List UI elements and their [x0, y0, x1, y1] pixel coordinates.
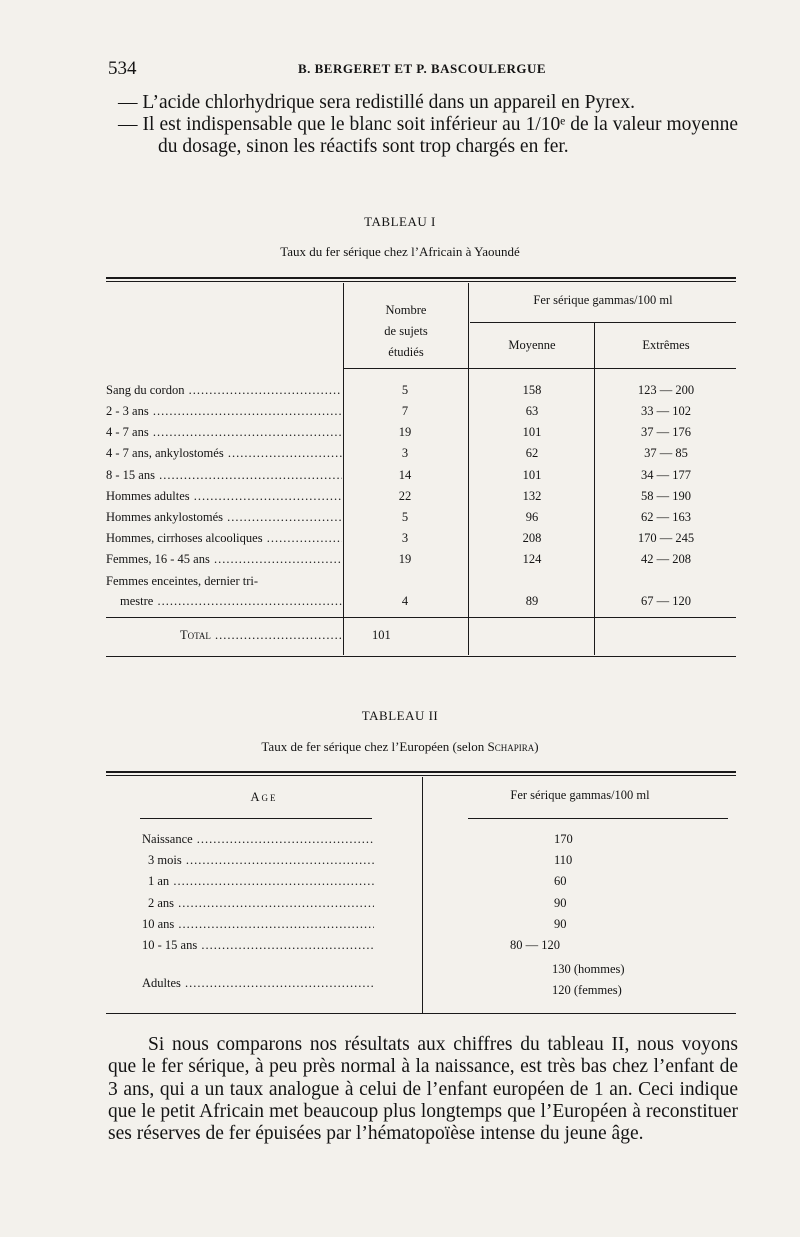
table1-cell-extremes: 58 — 190	[641, 489, 691, 503]
table2-adult-label: Adultes .....	[142, 976, 374, 991]
table1-cell-extremes: 170 — 245	[637, 531, 695, 545]
table1-cell-extremes: 33 — 102	[641, 404, 691, 418]
table1-subhead-rule	[470, 322, 736, 323]
table2-row-label: 1 an .....	[148, 874, 374, 889]
table1-cell-n-subjects: 22	[398, 489, 412, 503]
table1-cell-extremes: 37 — 176	[641, 425, 691, 439]
table1-cell-n-subjects: 4	[401, 594, 409, 608]
page-number: 534	[108, 58, 137, 79]
table1-divider-2	[468, 283, 469, 655]
table2-age-rule	[140, 818, 372, 819]
table1-row-label: Femmes, 16 - 45 ans .....	[106, 552, 342, 567]
table1-col-n-subjects: Nombre de sujets étudiés	[384, 303, 428, 359]
table1-cell-moyenne: 62	[525, 446, 539, 460]
table1-row-label: Sang du cordon .....	[106, 383, 342, 398]
table1-cell-n-subjects: 19	[398, 552, 412, 566]
table2-row-value: 110	[554, 853, 573, 867]
intro-paragraph-1: — L’acide chlorhydrique sera redistillé dans un appareil en Pyrex.	[118, 92, 635, 113]
table1-cell-extremes: 34 — 177	[641, 468, 691, 482]
table1-cell-n-subjects: 3	[401, 446, 409, 460]
table1-cell-n-subjects: 5	[401, 510, 409, 524]
table1-cell-extremes: 67 — 120	[641, 594, 691, 608]
table2-fer-rule	[468, 818, 728, 819]
table2-row-value: 90	[554, 917, 567, 931]
table1-top-rule-2	[106, 281, 736, 282]
table1-subtitle: Taux du fer sérique chez l’Africain à Yaoundé	[280, 244, 520, 259]
table1-total-rule	[106, 617, 736, 618]
table1-cell-extremes: 42 — 208	[641, 552, 691, 566]
table1-cell-moyenne: 158	[522, 383, 542, 397]
table2-row-value: 80 — 120	[510, 938, 560, 952]
table1-cell-n-subjects: 3	[401, 531, 409, 545]
table2-top-rule	[106, 771, 736, 773]
table1-cell-extremes: 62 — 163	[641, 510, 691, 524]
table1-row-label: Hommes ankylostomés .....	[106, 510, 342, 525]
table1-cell-moyenne: 101	[522, 425, 542, 439]
table1-col-fer: Fer sérique gammas/100 ml	[533, 293, 673, 307]
table1-cell-moyenne: 101	[522, 468, 542, 482]
table1-cell-n-subjects: 14	[398, 468, 412, 482]
table1-cell-moyenne: 89	[525, 594, 539, 608]
table1-row-label: Hommes, cirrhoses alcooliques .....	[106, 531, 342, 546]
table1-header-rule	[344, 368, 736, 369]
table1-row-label-continued: mestre .....	[120, 594, 342, 609]
intro-text	[108, 92, 738, 158]
table1-row-label: 4 - 7 ans, ankylostomés .....	[106, 446, 342, 461]
table1-bottom-rule	[106, 656, 736, 657]
table2-bottom-rule	[106, 1013, 736, 1014]
table2-row-label: 10 - 15 ans .....	[142, 938, 374, 953]
table1-cell-moyenne: 96	[525, 510, 539, 524]
intro-paragraph-2: — Il est indispensable que le blanc soit inférieur au 1/10ᵉ de la valeur moyenne du dosage, sinon les réactifs sont trop chargés en fer.	[118, 114, 738, 157]
table2-row-value: 170	[554, 832, 573, 846]
table1-cell-moyenne: 208	[522, 531, 542, 545]
table1-row-label: Hommes adultes .....	[106, 489, 342, 504]
table1-row-label: 4 - 7 ans .....	[106, 425, 342, 440]
table1-cell-moyenne: 132	[522, 489, 542, 503]
table1-row-label: 2 - 3 ans .....	[106, 404, 342, 419]
table2-divider	[422, 777, 423, 1014]
table2-subtitle: Taux de fer sérique chez l’Européen (selon Schapira)	[261, 739, 539, 754]
table2-row-label: 10 ans .....	[142, 917, 374, 932]
table1-row-label: 8 - 15 ans .....	[106, 468, 342, 483]
page-header	[108, 58, 736, 80]
table2-title: TABLEAU II	[361, 708, 439, 723]
table1-row-label: Femmes enceintes, dernier tri-	[106, 574, 259, 588]
table2-row-value: 90	[554, 896, 567, 910]
table1-cell-moyenne: 124	[522, 552, 542, 566]
table1-col-extremes: Extrêmes	[642, 338, 690, 352]
table2-top-rule-2	[106, 775, 736, 776]
table1-divider-3	[594, 323, 595, 655]
table2-row-label: 3 mois .....	[148, 853, 374, 868]
table2-col-fer: Fer sérique gammas/100 ml	[510, 788, 650, 802]
table2-row-label: 2 ans .....	[148, 896, 374, 911]
table1-top-rule	[106, 277, 736, 279]
table1-total-value: 101	[372, 628, 391, 642]
table1-cell-n-subjects: 19	[398, 425, 412, 439]
table1-cell-moyenne: 63	[525, 404, 539, 418]
table1-cell-n-subjects: 5	[401, 383, 409, 397]
table2-adult-men: 130 (hommes)	[552, 962, 625, 976]
table1-cell-n-subjects: 7	[401, 404, 409, 418]
table2-row-value: 60	[554, 874, 567, 888]
table2-row-label: Naissance .....	[142, 832, 374, 847]
running-head: B. BERGERET ET P. BASCOULERGUE	[297, 61, 547, 76]
table2-adult-women: 120 (femmes)	[552, 983, 622, 997]
table1-title: TABLEAU I	[364, 214, 436, 229]
table1-total-label: Total .....	[180, 628, 342, 643]
table1-cell-extremes: 37 — 85	[644, 446, 688, 460]
closing-paragraph: Si nous comparons nos résultats aux chiffres du tableau II, nous voyons que le fer sérique, à peu près normal à la naissance, est très bas chez l’enfant de 3 ans, qui a un taux analogue à celui de l’enfant européen de 1 an. Ceci indique que le petit Africain met beaucoup plus longtemps que l’Européen à reconstituer ses réserves de fer épuisées par l’hématopoïèse intense du jeune âge.	[108, 1034, 738, 1145]
table1-col-moyenne: Moyenne	[508, 338, 556, 352]
table1-cell-extremes: 123 — 200	[637, 383, 695, 397]
table2-col-age: Age	[250, 790, 278, 804]
